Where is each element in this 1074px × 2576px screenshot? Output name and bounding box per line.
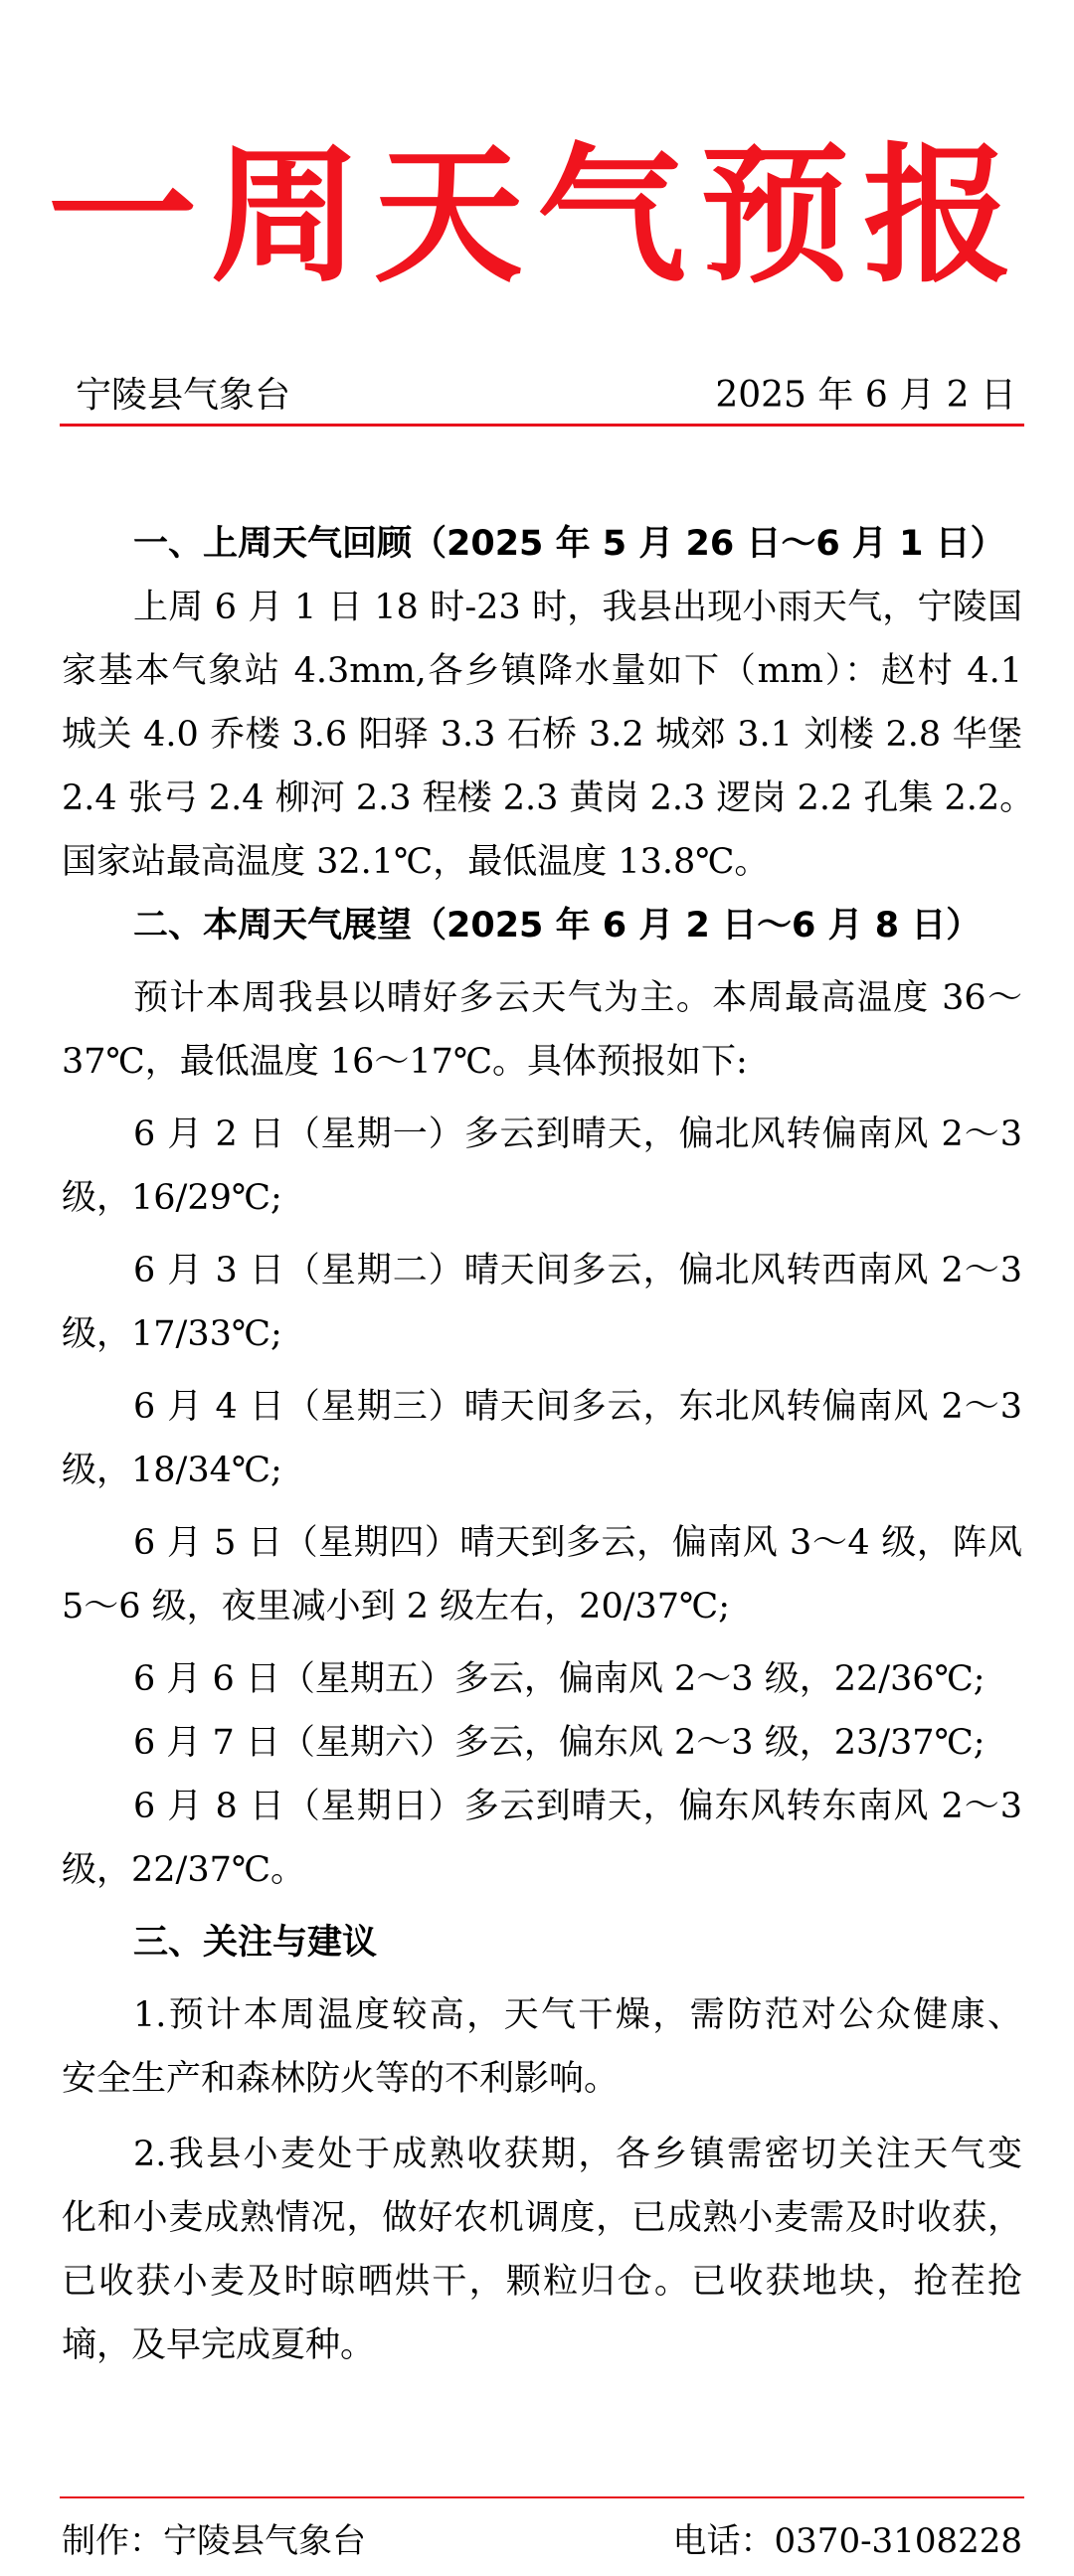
forecast-day-line: 级，18/34℃; [62, 1451, 282, 1490]
section-1-line: 城关 4.0 乔楼 3.6 阳驿 3.3 石桥 3.2 城郊 3.1 刘楼 2.8 华堡 [62, 715, 1022, 755]
forecast-day-line: 6 月 7 日（星期六）多云，偏东风 2～3 级，23/37℃; [133, 1723, 985, 1763]
advice-line: 2.我县小麦处于成熟收获期，各乡镇需密切关注天气变 [133, 2135, 1022, 2174]
forecast-day-line: 5～6 级，夜里减小到 2 级左右，20/37℃; [62, 1587, 730, 1627]
forecast-day-line: 6 月 4 日（星期三）晴天间多云，东北风转偏南风 2～3 [133, 1387, 1022, 1427]
forecast-day-line: 级，17/33℃; [62, 1314, 282, 1354]
issue-date: 2025 年 6 月 2 日 [715, 375, 1016, 416]
section-1-heading: 一、上周天气回顾（2025 年 5 月 26 日～6 月 1 日） [133, 524, 1005, 564]
forecast-day-line: 6 月 2 日（星期一）多云到晴天，偏北风转偏南风 2～3 [133, 1115, 1022, 1154]
advice-line: 墒，及早完成夏种。 [62, 2325, 376, 2365]
header-divider [60, 424, 1024, 427]
report-footer [62, 2515, 1022, 2567]
forecast-day-line: 级，22/37℃。 [62, 1850, 306, 1890]
section-2-intro-line: 预计本周我县以晴好多云天气为主。本周最高温度 36～ [133, 978, 1022, 1018]
forecast-day-line: 级，16/29℃; [62, 1178, 282, 1218]
section-3-heading: 三、关注与建议 [133, 1923, 378, 1963]
phone-label: 电话：0370-3108228 [672, 2521, 1022, 2561]
section-1-line: 国家站最高温度 32.1℃，最低温度 13.8℃。 [62, 842, 770, 882]
advice-line: 1.预计本周温度较高，天气干燥，需防范对公众健康、 [133, 1995, 1022, 2035]
section-2-intro-line: 37℃，最低温度 16～17℃。具体预报如下: [62, 1042, 748, 1082]
report-header [62, 370, 1022, 422]
advice-line: 化和小麦成熟情况，做好农机调度，已成熟小麦需及时收获， [62, 2198, 1022, 2238]
forecast-day-line: 6 月 6 日（星期五）多云，偏南风 2～3 级，22/36℃; [133, 1659, 985, 1699]
footer-divider [60, 2496, 1024, 2498]
advice-line: 安全生产和森林防火等的不利影响。 [62, 2059, 620, 2099]
issuer-label: 宁陵县气象台 [76, 375, 291, 416]
advice-line: 已收获小麦及时晾晒烘干，颗粒归仓。已收获地块，抢茬抢 [62, 2262, 1022, 2302]
section-2-heading: 二、本周天气展望（2025 年 6 月 2 日～6 月 8 日） [133, 906, 982, 945]
maker-label: 制作：宁陵县气象台 [62, 2521, 366, 2561]
section-1-line: 上周 6 月 1 日 18 时-23 时，我县出现小雨天气，宁陵国 [133, 588, 1022, 627]
section-1-line: 2.4 张弓 2.4 柳河 2.3 程楼 2.3 黄岗 2.3 逻岗 2.2 孔集 2.2。 [62, 778, 1035, 818]
forecast-day-line: 6 月 8 日（星期日）多云到晴天，偏东风转东南风 2～3 [133, 1787, 1022, 1826]
report-body [62, 512, 1035, 2377]
report-title: 一周天气预报 [47, 130, 1026, 303]
forecast-day-line: 6 月 3 日（星期二）晴天间多云，偏北风转西南风 2～3 [133, 1251, 1022, 1290]
forecast-day-line: 6 月 5 日（星期四）晴天到多云，偏南风 3～4 级，阵风 [133, 1523, 1022, 1563]
section-1-line: 家基本气象站 4.3mm,各乡镇降水量如下（mm）：赵村 4.1 [62, 651, 1022, 691]
